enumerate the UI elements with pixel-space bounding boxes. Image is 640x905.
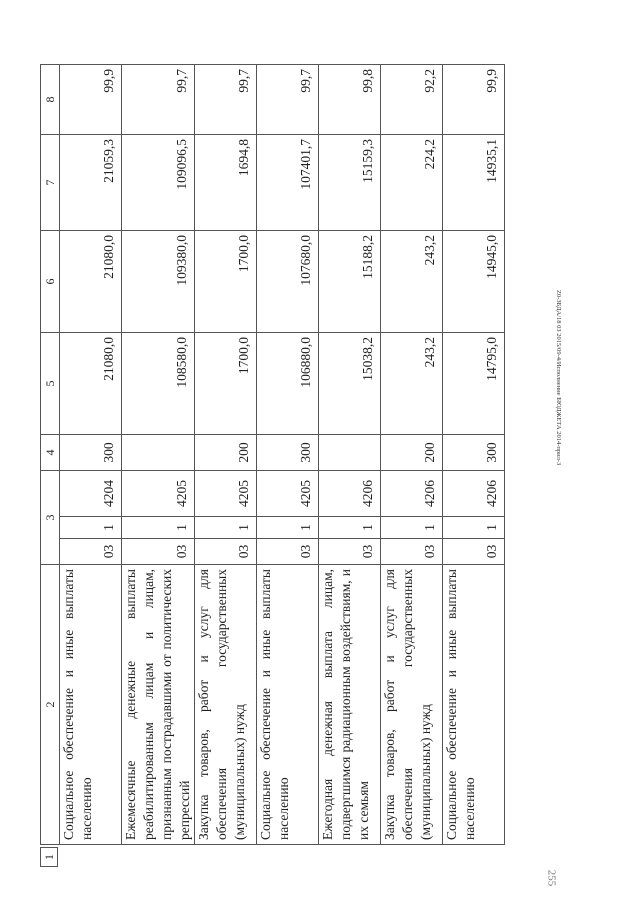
table-row [443,64,505,844]
row-executed-cell: 1694,8 [195,134,257,230]
row-section-cell: 03 [60,539,122,565]
row-section-cell: 03 [443,539,505,565]
header-cell-3: 3 [41,470,60,564]
header-cell-1: 1 [40,847,58,867]
row-percent-cell: 92,2 [381,64,443,134]
row-expense-type-cell [122,434,195,470]
row-target-article-cell: 4204 [60,470,122,516]
row-name-cell: Закупка товаров, работ и услуг для обеспечения государственных (муниципальных) нужд [381,565,443,845]
row-name-cell: Закупка товаров, работ и услуг для обеспечения государственных (муниципальных) нужд [195,565,257,845]
row-subsection-cell: 1 [122,517,195,539]
row-name-cell: Ежегодная денежная выплата лицам, подвергшимся радиационным воздействиям, и их семьям [319,565,381,845]
row-section-cell: 03 [381,539,443,565]
row-name-cell: Социальное обеспечение и иные выплаты населению [60,565,122,845]
row-approved-cell: 21080,0 [60,332,122,434]
row-subsection-cell: 1 [60,517,122,539]
row-approved-cell: 243,2 [381,332,443,434]
footer-file-note-text: Z0-ЗБДА/18 03 2015/09-4/Исполнение БЮДЖЕТА 2014-прил-3 [555,290,562,466]
page-number: 255 [545,869,558,887]
row-target-article-cell: 4206 [381,470,443,516]
row-percent-cell: 99,7 [195,64,257,134]
row-section-cell: 03 [257,539,319,565]
row-section-cell: 03 [195,539,257,565]
table-row [60,64,122,844]
table-row [319,64,381,844]
row-subsection-cell: 1 [319,517,381,539]
row-expense-type-cell: 200 [195,434,257,470]
budget-execution-table [40,64,505,845]
header-row [41,64,60,844]
row-percent-cell: 99,7 [257,64,319,134]
row-target-article-cell: 4206 [443,470,505,516]
row-expense-type-cell: 200 [381,434,443,470]
row-target-article-cell: 4206 [319,470,381,516]
row-expense-type-cell: 300 [60,434,122,470]
row-executed-cell: 21059,3 [60,134,122,230]
row-section-cell: 03 [122,539,195,565]
row-percent-cell: 99,9 [443,64,505,134]
header-cell-7: 7 [41,134,60,230]
row-expense-type-cell [319,434,381,470]
row-refined-cell: 107680,0 [257,230,319,332]
row-percent-cell: 99,9 [60,64,122,134]
rotated-table-wrapper [40,65,530,860]
row-refined-cell: 14945,0 [443,230,505,332]
row-target-article-cell: 4205 [195,470,257,516]
row-refined-cell: 243,2 [381,230,443,332]
row-refined-cell: 109380,0 [122,230,195,332]
row-executed-cell: 109096,5 [122,134,195,230]
table-row [122,64,195,844]
footer-file-note [552,50,564,466]
row-section-cell: 03 [319,539,381,565]
row-executed-cell: 14935,1 [443,134,505,230]
header-cell-2: 2 [41,565,60,845]
table-row [257,64,319,844]
row-refined-cell: 1700,0 [195,230,257,332]
row-approved-cell: 108580,0 [122,332,195,434]
table-body [41,64,505,844]
row-subsection-cell: 1 [195,517,257,539]
row-approved-cell: 1700,0 [195,332,257,434]
table-row [381,64,443,844]
row-percent-cell: 99,8 [319,64,381,134]
row-subsection-cell: 1 [443,517,505,539]
row-approved-cell: 106880,0 [257,332,319,434]
header-cell-6: 6 [41,230,60,332]
row-executed-cell: 107401,7 [257,134,319,230]
row-percent-cell: 99,7 [122,64,195,134]
row-refined-cell: 21080,0 [60,230,122,332]
row-executed-cell: 224,2 [381,134,443,230]
row-approved-cell: 15038,2 [319,332,381,434]
row-target-article-cell: 4205 [122,470,195,516]
header-cell-4: 4 [41,434,60,470]
row-subsection-cell: 1 [381,517,443,539]
row-name-cell: Социальное обеспечение и иные выплаты населению [443,565,505,845]
row-target-article-cell: 4205 [257,470,319,516]
header-cell-8: 8 [41,64,60,134]
table-row [195,64,257,844]
row-name-cell: Социальное обеспечение и иные выплаты населению [257,565,319,845]
row-expense-type-cell: 300 [443,434,505,470]
row-name-cell: Ежемесячные денежные выплаты реабилитированным лицам и лицам, признанным пострадавшими от политических репрессий [122,565,195,845]
row-expense-type-cell: 300 [257,434,319,470]
row-executed-cell: 15159,3 [319,134,381,230]
row-refined-cell: 15188,2 [319,230,381,332]
header-cell-5: 5 [41,332,60,434]
row-approved-cell: 14795,0 [443,332,505,434]
row-subsection-cell: 1 [257,517,319,539]
